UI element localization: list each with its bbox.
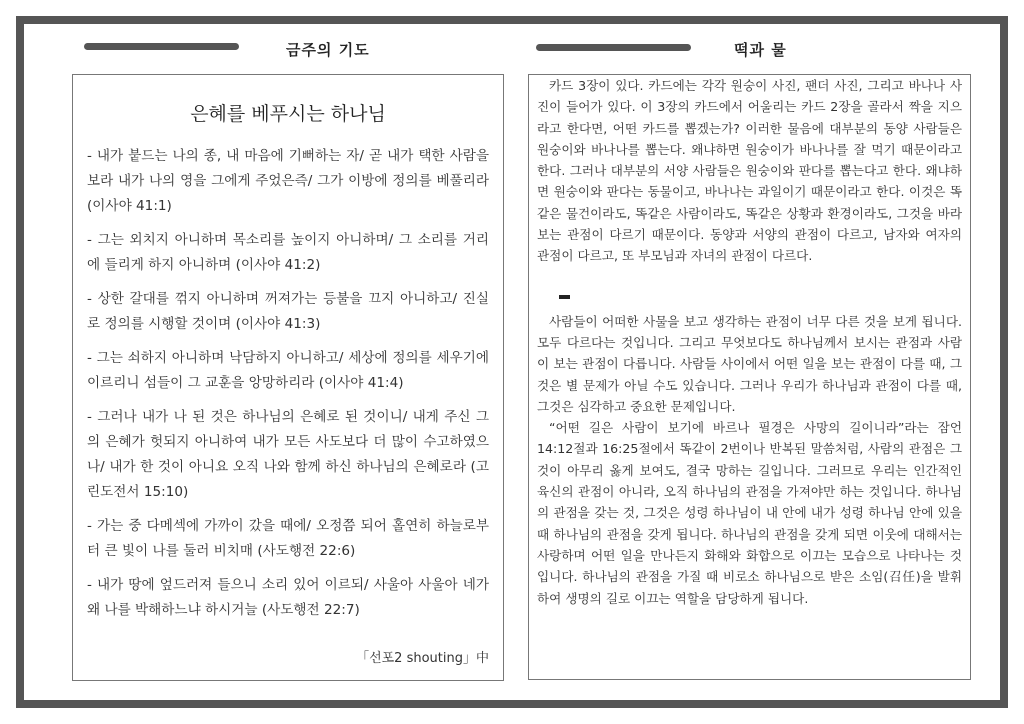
verse-item: - 내가 붙드는 나의 종, 내 마음에 기뻐하는 자/ 곧 내가 택한 사람을 보라 내가 나의 영을 그에게 주었은즉/ 그가 이방에 정의를 베풀리라 (이사야 41:1) (87, 148, 489, 214)
section-dash-marker (559, 295, 570, 299)
essay-box (528, 74, 971, 680)
prayer-heading: 은혜를 베푸시는 하나님 (190, 103, 386, 125)
prayer-box (72, 74, 504, 681)
left-column-title: 금주의 기도 (286, 41, 370, 59)
left-title-bar (84, 43, 239, 50)
page-frame (16, 16, 1008, 708)
verse-item: - 내가 땅에 엎드러져 들으니 소리 있어 이르되/ 사울아 사울아 네가 왜 나를 박해하느냐 하시거늘 (사도행전 22:7) (87, 577, 489, 618)
essay-paragraph-3: “어떤 길은 사람이 보기에 바르나 필경은 사망의 길이니라”라는 잠언 14:12절과 16:25절에서 똑같이 2번이나 반복된 말씀처럼, 사람의 관점은 그것이 아무리 옳게 보여도, 결국 망하는 길입니다. 그러므로 우리는 인간적인 육신의 관점이 아니라, 오직 하나님의 관점을 가져야만 하는 것입니다. 하나님의 관점을 갖는 것, 그것은 성령 하나님이 내 안에 내가 성령 하나님 안에 있을 때 하나님의 관점을 갖게 됩니다. 하나님의 관점을 갖게 되면 이웃에 대해서는 사랑하며 어떤 일을 만나든지 화해와 화합으로 이끄는 모습으로 나타나는 것입니다. 하나님의 관점을 가질 때 비로소 하나님으로 받은 소임(召任)을 발휘하여 생명의 길로 이끄는 역할을 담당하게 됩니다. (537, 420, 962, 606)
source-citation: 「선포2 shouting」中 (356, 651, 489, 666)
verse-item: - 상한 갈대를 꺾지 아니하며 꺼져가는 등불을 끄지 아니하고/ 진실로 정의를 시행할 것이며 (이사야 41:3) (87, 291, 489, 332)
right-column-title: 떡과 물 (734, 41, 787, 59)
verse-item: - 그는 외치지 아니하며 목소리를 높이지 아니하며/ 그 소리를 거리에 들리게 하지 아니하며 (이사야 41:2) (87, 232, 489, 273)
verse-item: - 그러나 내가 나 된 것은 하나님의 은혜로 된 것이니/ 내게 주신 그의 은혜가 헛되지 아니하여 내가 모든 사도보다 더 많이 수고하였으나/ 내가 한 것이 아니요 오직 나와 함께 하신 하나님의 은혜로라 (고린도전서 15:10) (87, 409, 489, 500)
essay-paragraph-2: 사람들이 어떠한 사물을 보고 생각하는 관점이 너무 다른 것을 보게 됩니다. 모두 다르다는 것입니다. 그리고 무엇보다도 하나님께서 보시는 관점과 사람이 보는 관점이 다릅니다. 사람들 사이에서 어떤 일을 보는 관점이 다를 때, 그것은 별 문제가 아닐 수도 있습니다. 그러나 우리가 하나님과 관점이 다를 때, 그것은 심각하고 중요한 문제입니다. (537, 313, 962, 414)
verse-item: - 가는 중 다메섹에 가까이 갔을 때에/ 오정쯤 되어 홀연히 하늘로부터 큰 빛이 나를 둘러 비치매 (사도행전 22:6) (87, 518, 489, 559)
essay-paragraph-1: 카드 3장이 있다. 카드에는 각각 원숭이 사진, 팬더 사진, 그리고 바나나 사진이 들어가 있다. 이 3장의 카드에서 어울리는 카드 2장을 골라서 짝을 지으라고 한다면, 어떤 카드를 뽑겠는가? 이러한 물음에 대부분의 동양 사람들은 원숭이와 바나나를 뽑는다. 왜냐하면 원숭이가 바나나를 잘 먹기 때문이라고 한다. 그러나 대부분의 서양 사람들은 원숭이와 판다를 뽑는다고 한다. 왜냐하면 원숭이와 판다는 동물이고, 바나나는 과일이기 때문이라고 한다. 이것은 똑같은 물건이라도, 똑같은 사람이라도, 똑같은 상황과 환경이라도, 그것을 바라보는 관점이 다르기 때문이다. 동양과 서양의 관점이 다르고, 남자와 여자의 관점이 다르고, 또 부모님과 자녀의 관점이 다르다. (537, 78, 962, 264)
verse-item: - 그는 쇠하지 아니하며 낙담하지 아니하고/ 세상에 정의를 세우기에 이르리니 섬들이 그 교훈을 앙망하리라 (이사야 41:4) (87, 350, 489, 391)
right-title-bar (536, 44, 691, 51)
